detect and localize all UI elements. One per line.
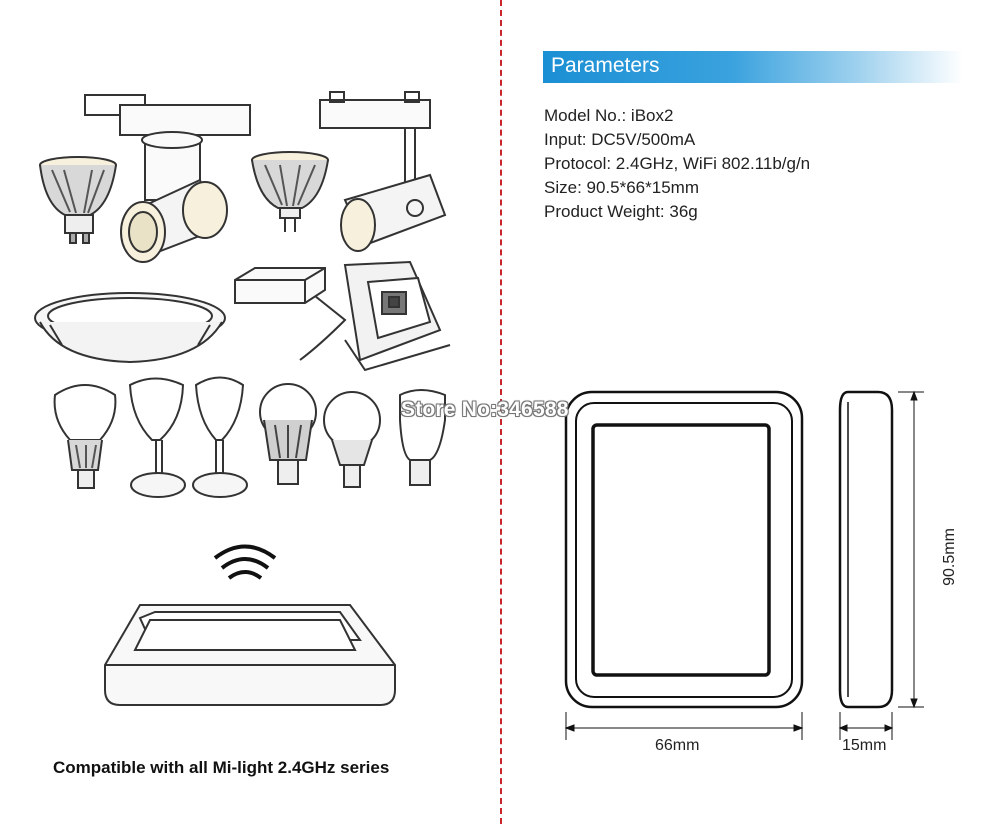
dimension-drawing [500,0,1000,824]
a-bulb-icon [55,385,116,488]
device-front-screen [593,425,769,675]
dimension-depth-label: 15mm [842,737,887,754]
dimension-width-label: 66mm [655,737,700,754]
ibox-device-icon [105,605,395,705]
gu10-bulb-icon [40,157,116,243]
spec-weight: Product Weight: 36g [544,202,698,221]
mr16-bulb-icon [252,152,328,232]
spec-protocol: Protocol: 2.4GHz, WiFi 802.11b/g/n [544,154,811,173]
store-watermark: Store No:346588 [401,398,569,421]
spec-size: Size: 90.5*66*15mm [544,178,699,197]
candle-bulb-icon [130,379,185,498]
parameters-title: Parameters [551,54,660,77]
downlight-icon [35,293,225,362]
spec-input: Input: DC5V/500mA [544,130,696,149]
track-spotlight-icon [320,92,445,251]
globe-bulb-icon [260,384,316,484]
led-controller-icon [235,268,345,360]
device-front-outline [566,392,802,707]
dimension-height-label: 90.5mm [940,528,958,586]
wifi-signal-icon [215,547,275,579]
floodlight-icon [345,262,450,370]
compatibility-caption: Compatible with all Mi-light 2.4GHz series [53,758,390,777]
candle-bulb-icon [193,378,247,498]
device-front-bezel [576,403,792,697]
spec-model: Model No.: iBox2 [544,106,674,125]
globe-bulb-icon [324,392,380,487]
